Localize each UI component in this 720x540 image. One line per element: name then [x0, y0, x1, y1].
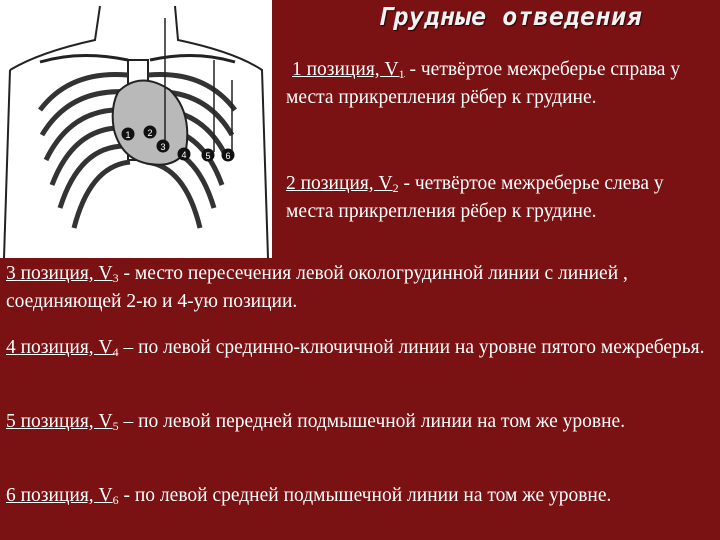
- position-5-text: 5 позиция, $V_5$ – по левой передней подмышечной линии на том же уровне.: [6, 411, 626, 433]
- slide-title: Грудные отведения: [377, 2, 643, 31]
- svg-text:1: 1: [125, 130, 131, 140]
- ribcage-drawing: [0, 0, 272, 258]
- position-2-label: 2 позиция, $V_2$: [286, 173, 399, 195]
- position-2-text: 2 позиция, $V_2$ - четвёртое межреберье слева у места прикрепления рёбер к грудине.: [286, 173, 664, 222]
- electrode-2: [144, 126, 157, 139]
- svg-text:5: 5: [205, 151, 211, 161]
- svg-text:4: 4: [181, 150, 187, 160]
- position-6-text: 6 позиция, $V_6$ - по левой средней подмышечной линии на том же уровне.: [6, 485, 612, 507]
- electrode-4: [178, 148, 191, 161]
- position-3-text: 3 позиция, $V_3$ - место пересечения левой окологрудинной линии с линией , соединяющей 2-ю и 4-ую позиции.: [6, 263, 628, 312]
- electrode-3: [157, 140, 170, 153]
- chest-electrode-illustration: [0, 0, 272, 258]
- position-1-text: 1 позиция, $V_1$ - четвёртое межреберье справа у места прикрепления рёбер к грудине.: [286, 59, 681, 108]
- position-3-label: 3 позиция, $V_3$: [6, 263, 119, 285]
- svg-text:2: 2: [147, 128, 153, 138]
- electrode-5: [202, 149, 215, 162]
- svg-text:3: 3: [160, 142, 166, 152]
- electrode-1: [122, 128, 135, 141]
- svg-text:6: 6: [225, 151, 231, 161]
- position-4-text: 4 позиция, $V_4$ – по левой срединно-ключичной линии на уровне пятого межреберья.: [6, 337, 705, 359]
- position-1-label: 1 позиция, $V_1$: [292, 59, 405, 81]
- position-5-label: 5 позиция, $V_5$: [6, 411, 119, 433]
- electrode-6: [222, 149, 235, 162]
- position-6-label: 6 позиция, $V_6$: [6, 485, 119, 507]
- position-4-label: 4 позиция, $V_4$: [6, 337, 119, 359]
